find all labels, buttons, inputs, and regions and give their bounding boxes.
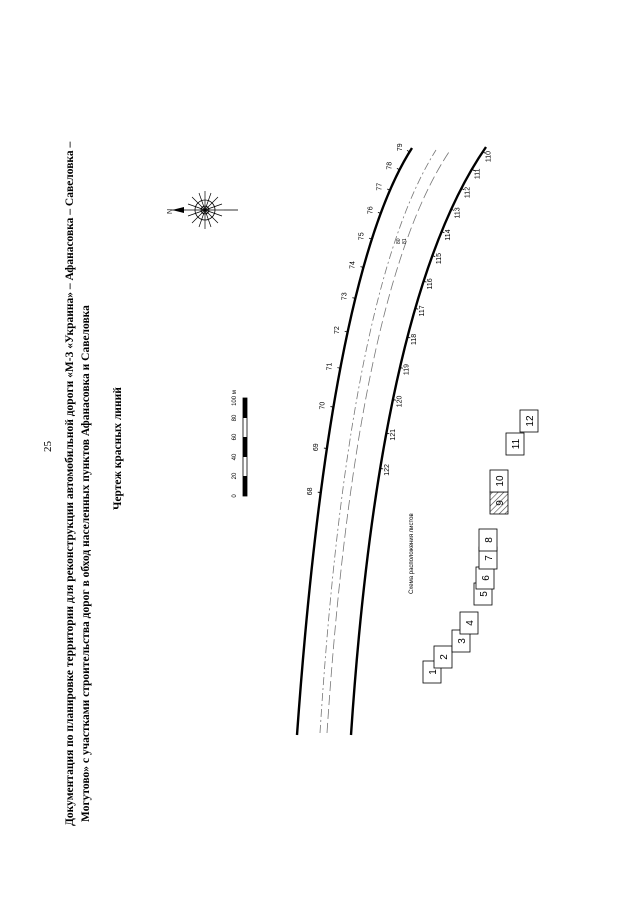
sheet-number-label: 5: [479, 591, 490, 597]
outer-red-line-point-label: 77: [376, 182, 384, 191]
document-title-line-1: Документация по планировке территории для реконструкции автомобильной дороги «М-3 «Украина» – Афанасовка – Савеловка –: [64, 141, 76, 826]
sheet-number-label: 6: [481, 575, 492, 581]
page-number: 25: [42, 441, 54, 452]
outer-red-line-points: [307, 143, 410, 495]
north-label: N: [167, 208, 174, 214]
outer-red-line-point-label: 71: [326, 362, 334, 371]
sheet-number-label: 7: [484, 555, 495, 561]
scale-bar-label: 80: [232, 414, 238, 422]
outer-red-line-point-tick: [337, 368, 340, 369]
outer-red-line-point-label: 76: [367, 206, 375, 215]
inner-red-line-point-label: 118: [411, 333, 419, 345]
inner-red-line-point-label: 122: [384, 464, 392, 476]
outer-red-line-point-label: 75: [358, 232, 366, 241]
sheet-scheme-caption: Схема расположения листов: [409, 513, 415, 594]
road-axis-right: [327, 152, 449, 733]
scale-bar-label: 60: [232, 433, 238, 441]
inner-red-line-point-label: 115: [435, 253, 443, 265]
road-point-label: 80: [396, 238, 402, 244]
inner-red-line-point-label: 117: [418, 305, 426, 317]
inner-red-line-point-label: 121: [390, 428, 398, 441]
inner-red-line-point-label: 120: [396, 395, 404, 408]
road-axis-left: [320, 150, 436, 733]
outer-red-line-point-label: 70: [319, 401, 327, 410]
road-point-label: 81: [402, 238, 408, 244]
sheet-layout-scheme: [423, 410, 538, 683]
outer-red-line-point-label: 74: [349, 261, 357, 269]
outer-red-line-point-label: 73: [341, 292, 349, 301]
sheet-number-label: 10: [495, 475, 506, 487]
north-arrow-icon: [172, 191, 238, 229]
inner-red-line-point-tick: [386, 433, 389, 434]
outer-red-line-point-label: 69: [313, 443, 320, 452]
scale-bar-label: 0: [232, 494, 238, 498]
inner-red-line-point-label: 116: [427, 278, 435, 290]
inner-red-line-point-label: 111: [474, 168, 482, 180]
scale-bar: [243, 398, 247, 496]
scale-bar-labels: [232, 390, 238, 498]
outer-red-line-point-label: 72: [333, 326, 341, 334]
sheet-number-label: 11: [511, 438, 522, 450]
outer-red-line-point-label: 68: [306, 487, 314, 496]
inner-red-line-point-label: 119: [403, 364, 411, 376]
document-title-line-2: Могутово» с участками строительства дорог в обход населенных пунктов Афанасовка и Савеловка: [80, 305, 92, 822]
scale-bar-label: 40: [232, 453, 238, 461]
inner-red-line-point-label: 110: [485, 151, 493, 163]
inner-red-line-point-label: 112: [464, 186, 472, 199]
outer-red-line-point-label: 79: [396, 143, 404, 152]
inner-red-line-point-label: 114: [444, 229, 452, 241]
inner-red-line-points: [380, 151, 492, 476]
outer-red-line-point-label: 78: [386, 161, 394, 170]
sheet-number-label: 3: [457, 638, 468, 644]
scale-bar-label: 100 м: [232, 390, 238, 406]
sheet-number-label: 2: [439, 654, 450, 660]
sheet-number-label: 12: [525, 415, 536, 427]
sheet-number-label: 9: [495, 500, 506, 506]
inner-red-line-point-label: 113: [454, 207, 462, 219]
sheet-number-label: 4: [465, 620, 476, 626]
scale-bar-label: 20: [232, 472, 238, 480]
sheet-number-label: 1: [428, 669, 439, 675]
sheet-number-label: 8: [484, 537, 495, 543]
drawing-name: Чертеж красных линий: [112, 387, 124, 510]
